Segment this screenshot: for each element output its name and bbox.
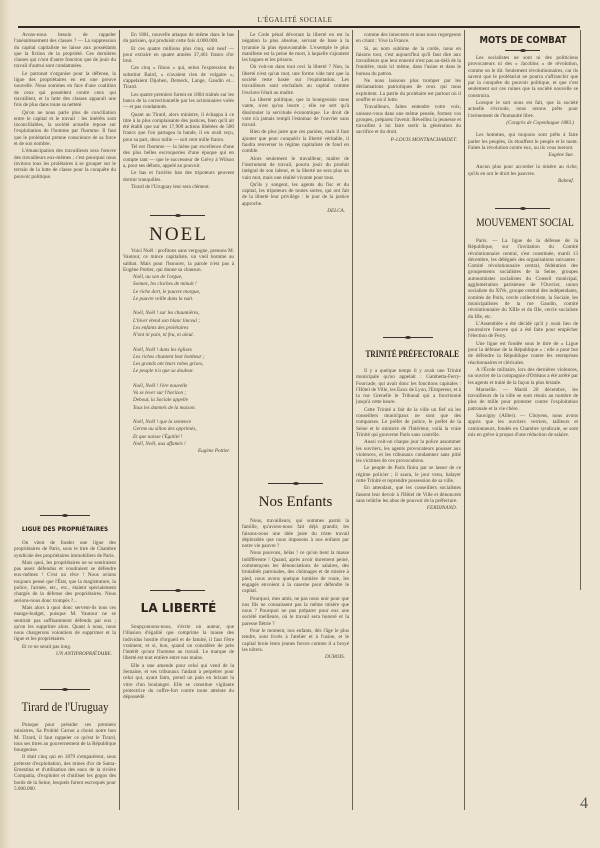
- paragraph: Il y a quelque temps il y avait une Trinité municipale qu'on appelait : Gambetta-Ferry-Fourcade, qui avait donc les fonctions capitales : l'Hôtel de Ville, les Eaux de Lyon, l'Empereur, et à la rue Grenelle le Tribunal qui a fonctionné jusqu'à cette heure.: [356, 368, 461, 406]
- ornament-divider: [40, 689, 90, 690]
- signature: FERDINAND.: [426, 505, 457, 512]
- mouvement-social-article: [468, 238, 578, 808]
- verse: Le riche dort, le pauvre morgue,: [133, 288, 201, 295]
- paragraph: A l'École militaire, lors des dernières violences, un ouvrier de la compagnie d'Orléans a été arrêté par les agents et traité de la façon la plus brutale.: [468, 366, 578, 386]
- verse: Noël, au son de l'orgue,: [133, 274, 183, 281]
- paragraph: Paris. — La ligue de la défense de la République, sur l'invitation du Comité révolutionnaire central, s'est constituée, mardi 13 décembre, les délégués des organisations suivantes : Comité révolutionnaire central, fédération des groupements socialistes de la Seine, groupes autonomistes socialistes du Conseil municipal, agglomération parisienne de l'Ouvrier, union socialiste du XIVe, groupe central des indépendants, comités de Paris, cercle collectiviste, la Sociale, les municipalistes de la rue Gaudin, comité révolutionnaire du XIIIe et du IIIe, cercle socialiste du IIIe, etc.: [468, 238, 578, 320]
- column-divider: [352, 30, 353, 810]
- column-4-article: [356, 32, 461, 332]
- scan-edge-shadow: [0, 0, 10, 848]
- enfants-article: [242, 518, 349, 808]
- verse: L'hiver étend son blanc linceul ;: [133, 317, 200, 324]
- paragraph: Le peuple de Paris finira par se lasser de ce régime policier ; il saura, le jour venu, balayer cette Trinité et reprendre possession de sa ville.: [356, 465, 461, 485]
- signature: DELCA.: [327, 208, 345, 215]
- paragraph: Avons-nous besoin de rappeler l'anéantissement des classes ? — La suppression du capital capitaliste ne laisse aux possédants que la fiction de la propriété. Ces dernières classes qui n'ont d'autre fonction que de jouir du travail d'autrui sont condamnées.: [14, 32, 116, 70]
- ornament-divider: [495, 208, 550, 209]
- verse: Sonnez, les cloches de minuit !: [133, 281, 197, 288]
- handwritten-page-number: 4: [580, 795, 588, 812]
- paragraph: Nous pouvons, hélas ! ce qu'on tient la masse indifférente ! Quand, après avoir durement peiné, commençons les dénonciations de salaires, des brutalités patronales, des chômages et de misère à pied, nous avons quelque lumière de route, les engagés envoient à la caserne pour défendre le capital.: [242, 550, 349, 595]
- article-heading: MOUVEMENT SOCIAL: [476, 217, 574, 229]
- verse: Et que naisse l'Égalité !: [133, 433, 183, 440]
- column-divider: [238, 30, 239, 810]
- paragraph: Les socialistes ne sont ni des politiciens provocateurs ni des « Jacobins » de révolution, comme on le dit. Seulement révolutionnaires, car ils savent que le prolétariat ne pourra s'affranchir que par la conquête du pouvoir politique, et que c'est seulement sur ces ruines que la société nouvelle se construira.: [468, 55, 578, 99]
- verse: Les riches chantent leur bonheur ;: [133, 353, 205, 360]
- quote: Aucun plus pour accorder la misère au riche, qu'ils en ont le droit les pauvres.: [468, 164, 578, 177]
- paragraph: Nous, travailleurs, qui sommes parmi la famille, qu'avons-nous fait déjà grandir, les faisons-nous une idée juste du triste travail déplorable que nous imposons à nos enfants par notre vie pauvre ?: [242, 518, 349, 550]
- paragraph: Rien de plus juste que ces paroles, mais il faut ajouter que pour conquérir la liberté véritable, il faudra renverser le régime capitaliste de fond en comble.: [242, 129, 349, 155]
- paragraph: Qu'ils y songent, les agents du fisc et du capital, les tripoteurs de toutes sortes, qui ont fait de la liberté leur privilège : le jour de la justice approche.: [242, 181, 349, 207]
- signature: Eugène Pottier.: [198, 448, 230, 455]
- paragraph: Il était cinq qui en 1879 s'emparèrent, sous prétexte d'exploitation, des mines d'or de Santa-Ernestina et d'utilisation des eaux de la rivière Compatia, d'exploiter et d'utiliser les gogos des bords de la Seine, lesquels furent escroqués pour 5.000.000.: [14, 754, 116, 792]
- signature: UN ANTIPROPRIÉTAIRE.: [56, 651, 112, 658]
- ornament-divider: [505, 50, 540, 51]
- column-2-article: [123, 32, 234, 210]
- verse: Noël, Noël ! que la semence: [133, 418, 192, 425]
- verse: Tous les damnés de la maison.: [133, 404, 196, 411]
- paragraph: Qu'on ne nous parle plus de conciliation entre le capital et le travail : les intérêts sont inconciliables, la société actuelle repose sur l'exploitation de l'homme par l'homme. Il faut que le prolétariat prenne conscience de sa force et de son nombre.: [14, 109, 116, 148]
- ornament-divider: [150, 590, 205, 591]
- paragraph: Sauvigny (Allier). — Citoyens, nous avons appris que les ouvriers verriers, tailleurs et camionneurs, fondés en Chambre syndicale, se sont mis en grève à propos d'une réduction de salaire.: [468, 413, 578, 438]
- verse: Germe au sillon des opprimés,: [133, 426, 197, 433]
- signature: Eugène Sue.: [548, 152, 574, 159]
- paragraph: En 1881, nouvelle attaque de même dans le bas du parisien, qui produisit cette fois 4.000.000.: [123, 32, 234, 45]
- header-rule: [18, 26, 580, 28]
- verse: Noël, Noël ! dans les églises: [133, 346, 192, 353]
- verse: Les enfants des prolétaires: [133, 324, 189, 331]
- column-1-article: [14, 32, 116, 510]
- article-heading: LA LIBERTÉ: [140, 601, 217, 615]
- ornament-divider: [383, 337, 433, 338]
- paragraph: Tirard de l'Uruguay leur sera clément.: [131, 183, 210, 190]
- paragraph: Et ce ne serait pas long.: [22, 643, 72, 650]
- newspaper-running-title: L'ÉGALITÉ SOCIALE: [257, 16, 333, 24]
- quote: Les hommes, qui toujours sont prêts à faire parler les peuples, ils étouffent le peuple et le tuent. Faites la révolution contre eux, ou ils vous tueront.: [468, 132, 578, 151]
- verse: Noël, Noël, aux affamés !: [133, 440, 186, 447]
- paragraph: L'Assemblée a été décidé qu'il y avait lieu de poursuivre l'œuvre qui a été faite pour empêcher l'élection de Ferry.: [468, 320, 578, 340]
- paragraph: En attendant, que les conseillers socialistes fassent leur devoir à l'Hôtel de Ville et dénoncent sans relâche les abus de pouvoir de la préfecture.: [356, 485, 461, 504]
- trinite-article: [356, 368, 461, 808]
- column-divider: [119, 30, 120, 810]
- paragraph: Elle a une amende pour celui qui vend de la Semaine, et ses tribunaux l'aidant à perpétrer pour celui qui, ayant faim, prend un pain en brisant la vitre d'un boulanger. Elle se constitue vigilante protectrice du coffre-fort contre toute atteinte du dépossédé.: [123, 662, 234, 701]
- verse: Va se lever sur l'horizon ;: [133, 390, 187, 397]
- article-heading: NOEL: [149, 224, 208, 245]
- article-heading: LIGUE DES PROPRIÉTAIRES: [21, 525, 109, 533]
- signature: P.-LOUIS MONTRACHARDET.: [390, 136, 457, 143]
- article-heading: MOTS DE COMBAT: [479, 35, 567, 46]
- verse: Le pauvre veille dans la nuit.: [133, 296, 194, 303]
- paragraph: Pour le moment, nos enfants, dès l'âge le plus tendre, sont livrés à l'atelier et à l'usine, et le capital broie leurs jeunes forces comme il a broyé les nôtres.: [242, 628, 349, 653]
- noel-poem: [123, 248, 234, 573]
- paragraph: Travailleurs, faites entendre votre voix, unissez-vous dans une même pensée, formez vos groupes, préparez l'avenir. Réveillez la jeunesse et travaillez à lui faire sortir la génération du sacrifice et du droit.: [356, 104, 461, 136]
- signature: (Congrès de Copenhague 1883.): [506, 119, 574, 126]
- paragraph: Ces cinq « filous » qui, selon l'expression du substitut Baird, « n'avaient rien de vulgaire », s'appelaient Dijohen, Demeck, Lange, Gaudin et... Tirard.: [123, 65, 234, 91]
- paragraph: Et ces quatre millions plus cinq, soit neuf — pour extraire en quatre années 37,461 francs d'or brut.: [123, 45, 234, 65]
- paragraph: Soupçonnons-nous, s'écrie un auteur, que l'illusion d'égalité que comprime la masse des individus hostile d'orgueil et de fatuité, il faut l'être vraiment, et si, bon, quand on considère de près l'intérêt qu'ont l'homme au travail. Le marque de liberté est tout entière entre nos mains.: [123, 624, 234, 662]
- paragraph: Quant au Tirard, alors ministre, il échappa à ce titre à la plus complaisante des justices, bien qu'il ait été établi que sur les 17,900 actions libérées de 500 francs que l'on partagea la bande, il en avait reçu, pour sa part, deux mille — soit cent mille francs.: [123, 111, 234, 143]
- paragraph: comme des innocents et nous nous regorgeons en criant : Vive la France.: [356, 32, 461, 45]
- paragraph: La liberté politique, que la bourgeoisie nous vante, n'est qu'un leurre ; elle ne sert qu'à dissimuler la servitude économique. Le droit de vote n'a jamais rempli l'estomac de l'ouvrier sans travail.: [242, 96, 349, 129]
- verse: Noël, Noël ! l'ère nouvelle: [133, 382, 188, 389]
- verse: Noël, Noël ! sur les chaumières,: [133, 310, 200, 317]
- paragraph: Aussi voit-on chaque jour la police assommer les ouvriers, les agents provocateurs pousser aux violences, et les tribunaux condamner sans pitié les victimes de ces provocations.: [356, 439, 461, 465]
- paragraph: Lorsque le sort nous est fait, que la société actuelle s'écroule, nous serons prêts pour l'avènement de l'humanité libre.: [468, 100, 578, 119]
- paragraph: Mais quoi, les propriétaires ne se sentiraient pas assez défendus et voudraient se défendre eux-mêmes ! C'est un rêve ! Nous avions toujours pensé que l'État, que la magistrature, la police, l'armée, etc., etc., étaient spécialement chargés de la défense des propriétaires. Nous serions-nous donc trompés ?...: [14, 559, 116, 604]
- ornament-divider: [150, 215, 205, 216]
- mots-de-combat: [468, 55, 578, 205]
- article-heading: Nos Enfants: [258, 494, 333, 510]
- column-3-article: [242, 32, 349, 478]
- paragraph: Tel est l'homme — la hiène par excellence d'une des plus belles escroqueries d'une époque qui en compte tant — que le successeur de Grévy à Wilson a, pour ses débuts, appelé au pouvoir.: [123, 144, 234, 169]
- paragraph: Le Code pénal dévorant la liberté en est la négation la plus absolue, servant de base à la tyrannie la plus épouvantable. L'exemple le plus manifeste est la peine de mort, à laquelle s'ajoutent les bagnes et les prisons.: [242, 32, 349, 64]
- verse: N'ont ni pain, ni feu, ni aïeul.: [133, 332, 194, 339]
- paragraph: Marseille. — Mardi 20 décembre, les travailleurs de la ville se sont réunis au nombre de plus de mille pour protester contre l'exploitation patronale et la vie chère.: [468, 386, 578, 412]
- signature: Babeuf.: [558, 178, 574, 185]
- ornament-divider: [268, 483, 323, 484]
- paragraph: Le patronat s'organise pour la défense, la ligue des propriétaires en est une preuve nouvelle. Nous sommes en face d'une coalition de ceux qui possèdent contre ceux qui travaillent, et la lutte des classes apparaît une fois de plus dans toute sa netteté.: [14, 70, 116, 109]
- verse: Debout, la Sociale appelle: [133, 397, 189, 404]
- liberte-article: [123, 624, 234, 804]
- ligue-article: [14, 540, 116, 688]
- column-divider: [580, 30, 581, 590]
- paragraph: Où voit-on dans tout ceci la liberté ? Non, la liberté n'est qu'un mot, une forme vide tant que la société reste basée sur l'exploitation. Les travailleurs sont enchaînés au capital comme l'esclave l'était au maître.: [242, 64, 349, 96]
- article-heading: Tirard de l'Uruguay: [21, 699, 109, 714]
- paragraph: Cette Trinité a fait de la ville un fief où les conseillers municipaux ne sont que des comparses. Le préfet de police, le préfet de la Seine et le ministre de l'Intérieur, voilà la vraie Trinité qui gouverne Paris sans contrôle.: [356, 406, 461, 438]
- ornament-divider: [40, 515, 90, 516]
- paragraph: Voici Noël : profitons sans vergogne, prenons M. Vautour, ce mince capitaliste, un vieil homme au sabbat. Mais pour l'honorer, la parole n'est pas à Eugène Pottier, qui donne sa chanson.: [123, 248, 234, 273]
- verse: Le peuple n'a que sa douleur.: [133, 368, 194, 375]
- paragraph: L'émancipation des travailleurs sera l'œuvre des travailleurs eux-mêmes ; c'est pourquoi nous invitons tous les prolétaires à se grouper sur le terrain de la lutte de classe pour la conquête du pouvoir politique.: [14, 148, 116, 180]
- column-divider: [464, 30, 465, 810]
- signature: DUBOIS.: [324, 654, 345, 661]
- paragraph: Pourquoi, mes amis, ne pas nous unir pour que nos fils ne connaissent pas la même misère que nous ? Pourquoi ne pas préparer pour eux une société meilleure, où le travail sera honoré et la paresse flétrie ?: [242, 595, 349, 627]
- paragraph: Ne nous laissons plus tromper par les déclamations patriotiques de ceux qui nous exploitent. La patrie du prolétaire est partout où il souffre et où il lutte.: [356, 78, 461, 103]
- paragraph: Puisque pour présider ces premiers ministres, Sa Probité Carnot a choisi notre bon M. Tirard, il faut rappeler ce qu'est le Tirard, tous ses titres au gouvernement de la République bourgeoise.: [14, 722, 116, 754]
- paragraph: Si, au nom sublime de la corde, nous en faisons tout, c'est aujourd'hui qu'il faut dire aux travailleurs que leur ennemi n'est pas au-delà de la frontière, mais ici même, dans l'usine et dans le bureau du patron.: [356, 45, 461, 77]
- verse: Les grands ont leurs robes grises,: [133, 361, 204, 368]
- paragraph: On vient de fonder une ligue des propriétaires de Paris, sous le titre de Chambre syndicale des propriétaires immobiliers de Paris.: [14, 540, 116, 559]
- paragraph: Les quatre premiers furent en 1884 traînés sur les bancs de la correctionnelle par les actionnaires volés — et pas condamnés.: [123, 91, 234, 111]
- paragraph: Une ligue est fondée sous le titre de « Ligue pour la défense de la République » : elle a pour but de défendre la République contre les entreprises réactionnaires et cléricales.: [468, 340, 578, 366]
- paragraph: Alors seulement le travailleur, maître de l'instrument de travail, pourra jouir du produit intégral de son labeur, et la liberté ne sera plus un vain mot, mais une réalité vivante pour tous.: [242, 155, 349, 181]
- paragraph: Le bas et l'arrière ban des tripoteurs peuvent dormir tranquilles.: [123, 170, 234, 183]
- tirard-article: [14, 722, 116, 797]
- article-heading: TRINITÉ PRÉFECTORALE: [365, 349, 460, 359]
- paragraph: Mais alors à quoi donc servent-ils tous ces mange-budget, puisque M. Vautour ne se sentirait pas suffisamment défendu par eux ; qu'on les supprime alors. Quant à nous, nous nous chargerons volontiers de supprimer et la ligue et les propriétaires.: [14, 604, 116, 643]
